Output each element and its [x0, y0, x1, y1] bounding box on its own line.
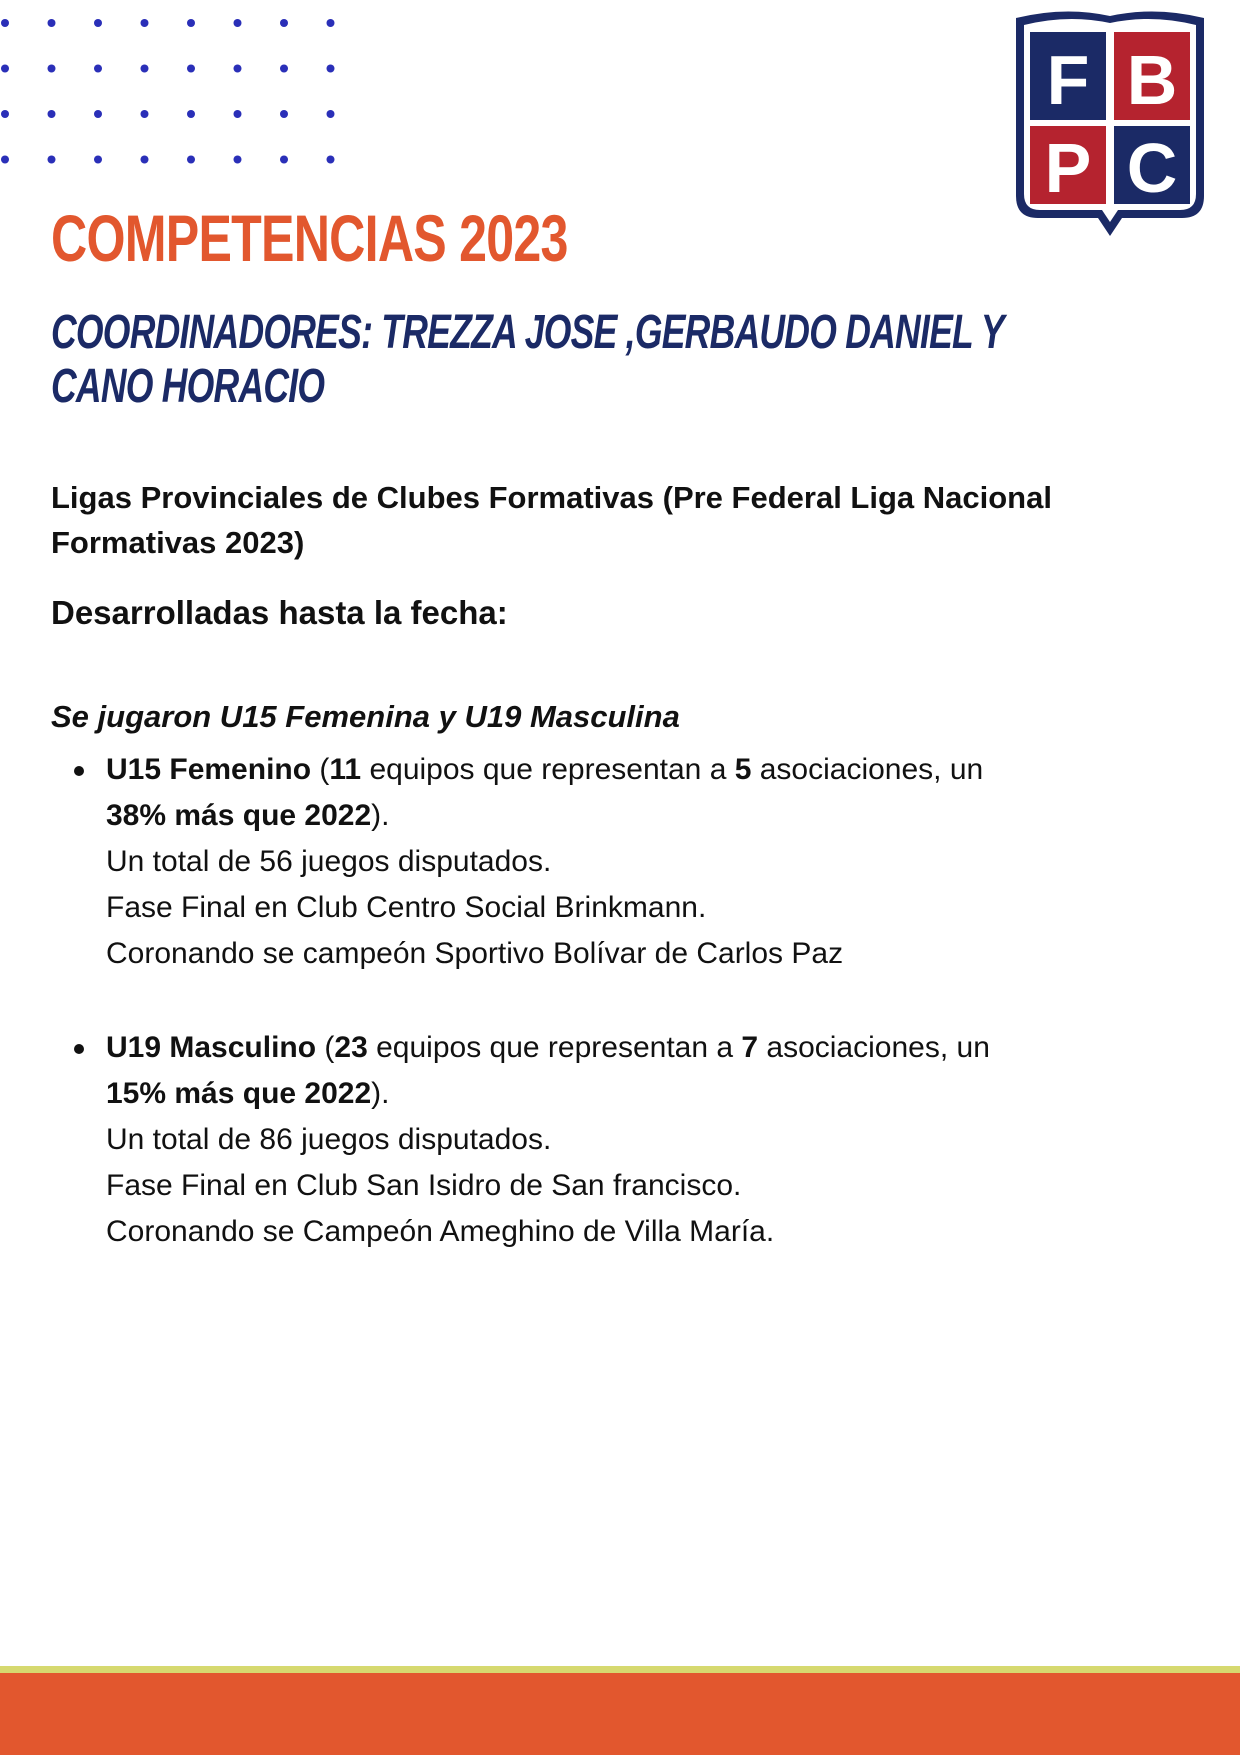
decorative-dot: [280, 65, 288, 73]
coordinators-line-2: CANO HORACIO: [51, 360, 325, 413]
bullet-icon: [74, 766, 84, 776]
decorative-dot: [94, 110, 102, 118]
decorative-dot: [48, 156, 56, 164]
paren-close: ).: [371, 799, 390, 832]
paren-open: (: [311, 753, 330, 786]
item-growth-line: [106, 793, 1200, 839]
growth-text: 38% más que 2022: [106, 799, 372, 832]
played-label: Se jugaron U15 Femenina y U19 Masculina: [51, 699, 680, 734]
developed-label: Desarrolladas hasta la fecha:: [51, 594, 508, 631]
page-title: COMPETENCIAS 2023: [51, 201, 568, 275]
decorative-dot: [234, 65, 242, 73]
teams-text: equipos que representan a: [367, 1031, 742, 1064]
item-growth-line: [106, 1071, 1200, 1117]
decorative-dot: [94, 19, 102, 27]
games-text: Un total de 86 juegos disputados.: [106, 1123, 552, 1156]
associations-count: 7: [741, 1031, 759, 1064]
competition-item-u15: [0, 747, 1200, 977]
decorative-dot: [327, 65, 335, 73]
decorative-dot-grid: [0, 16, 345, 176]
decorative-dot: [141, 156, 149, 164]
decorative-dot: [187, 19, 195, 27]
teams-count: 11: [329, 753, 362, 786]
associations-text: asociaciones, un: [751, 753, 984, 786]
svg-text:C: C: [1126, 129, 1178, 207]
decorative-dot: [280, 19, 288, 27]
decorative-dot: [234, 156, 242, 164]
decorative-dot: [327, 156, 335, 164]
footer-accent-line: [0, 1666, 1240, 1673]
teams-count: 23: [334, 1031, 368, 1064]
decorative-dot: [141, 19, 149, 27]
decorative-dot: [234, 19, 242, 27]
decorative-dot: [327, 110, 335, 118]
svg-text:P: P: [1044, 129, 1092, 207]
decorative-dot: [1, 65, 9, 73]
decorative-dot: [1, 156, 9, 164]
final-venue-text: Fase Final en Club Centro Social Brinkmann.: [106, 891, 707, 924]
decorative-dot: [1, 110, 9, 118]
coordinators-line-1: COORDINADORES: TREZZA JOSE ,GERBAUDO DANIEL Y: [51, 306, 1004, 359]
decorative-dot: [48, 110, 56, 118]
decorative-dot: [48, 19, 56, 27]
growth-text: 15% más que 2022: [106, 1077, 372, 1110]
paren-close: ).: [371, 1077, 390, 1110]
decorative-dot: [141, 65, 149, 73]
champion-text: Coronando se campeón Sportivo Bolívar de Carlos Paz: [106, 937, 844, 970]
coordinators-heading: [51, 306, 1028, 414]
associations-text: asociaciones, un: [758, 1031, 990, 1064]
decorative-dot: [1, 19, 9, 27]
final-venue-text: Fase Final en Club San Isidro de San francisco.: [106, 1169, 742, 1202]
paren-open: (: [316, 1031, 335, 1064]
competition-item-u19: [0, 1025, 1200, 1255]
bullet-icon: [74, 1044, 84, 1054]
decorative-dot: [94, 65, 102, 73]
decorative-dot: [187, 110, 195, 118]
item-summary-line: [106, 747, 1200, 793]
decorative-dot: [48, 65, 56, 73]
svg-text:F: F: [1046, 41, 1090, 119]
decorative-dot: [280, 156, 288, 164]
svg-text:B: B: [1126, 41, 1178, 119]
decorative-dot: [187, 156, 195, 164]
decorative-dot: [187, 65, 195, 73]
decorative-dot: [141, 110, 149, 118]
champion-text: Coronando se Campeón Ameghino de Villa María.: [106, 1215, 775, 1248]
section-subtitle: Ligas Provinciales de Clubes Formativas (Pre Federal Liga Nacional Formativas 2023): [51, 480, 1052, 560]
category-name: U19 Masculino: [106, 1031, 317, 1064]
decorative-dot: [280, 110, 288, 118]
teams-text: equipos que representan a: [361, 753, 735, 786]
decorative-dot: [234, 110, 242, 118]
games-text: Un total de 56 juegos disputados.: [106, 845, 552, 878]
competition-list: [0, 747, 1200, 1255]
item-summary-line: [106, 1025, 1200, 1071]
decorative-dot: [327, 19, 335, 27]
category-name: U15 Femenino: [106, 753, 312, 786]
decorative-dot: [94, 156, 102, 164]
footer-bar: [0, 1673, 1240, 1755]
associations-count: 5: [734, 753, 752, 786]
fbpc-logo: [1010, 6, 1210, 242]
